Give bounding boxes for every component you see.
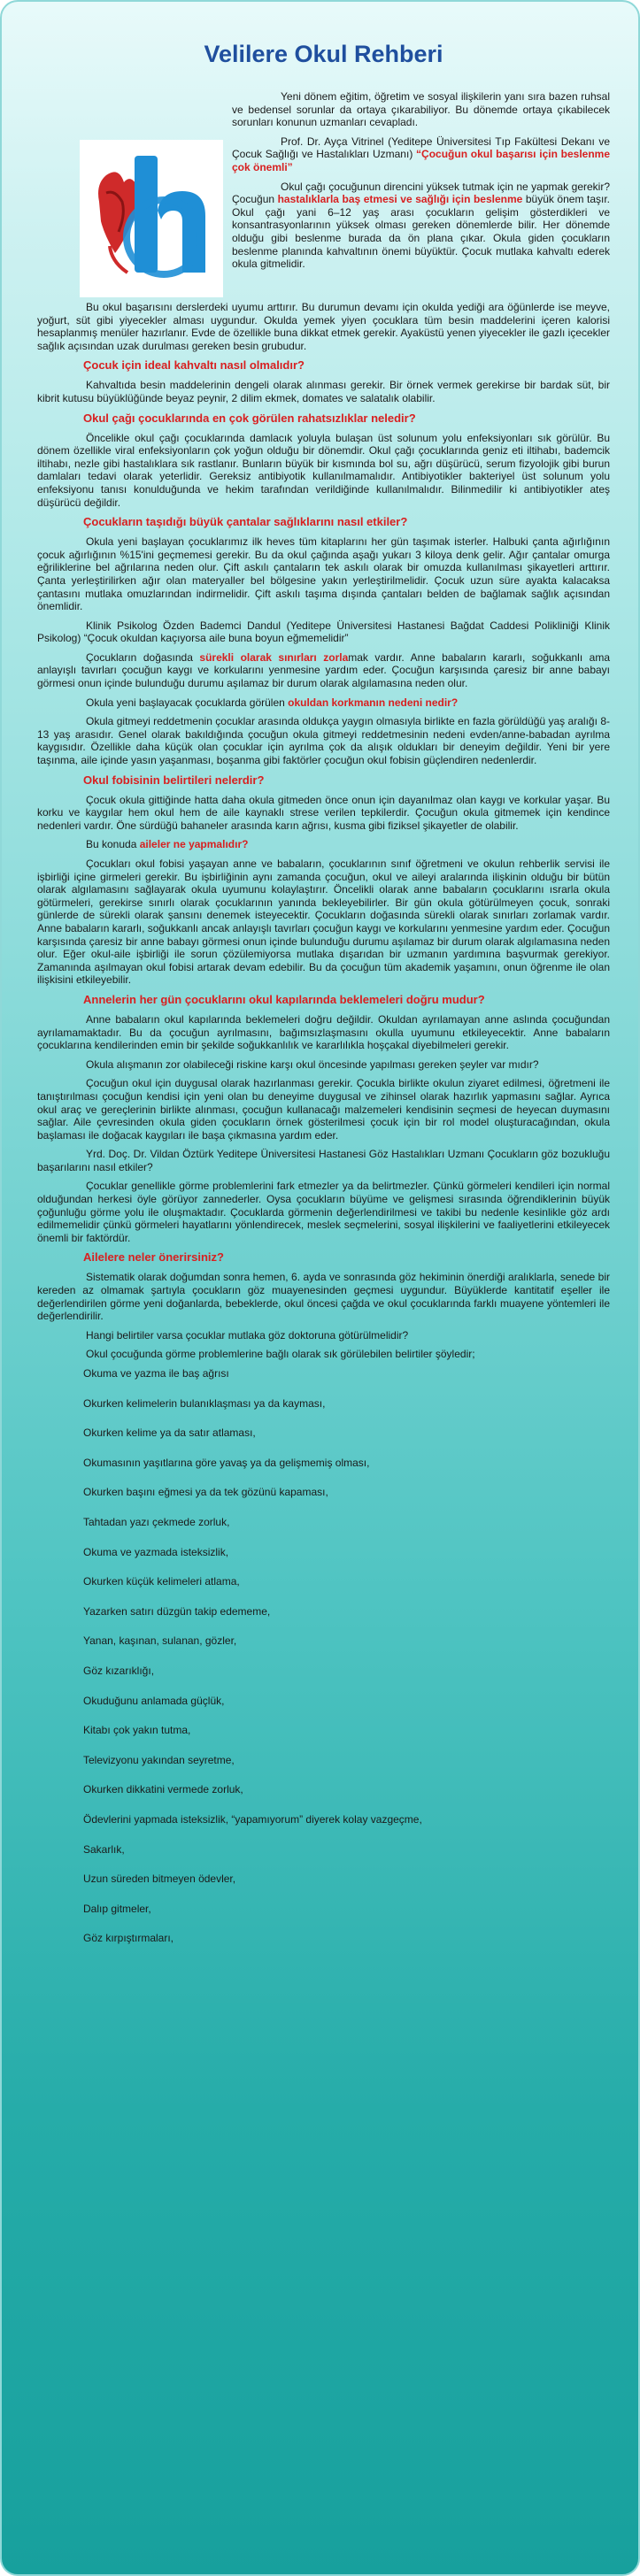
list-item: Dalıp gitmeler,: [83, 1902, 151, 1915]
heading-door: Annelerin her gün çocuklarını okul kapılarında beklemeleri doğru mudur?: [83, 992, 485, 1006]
text-span: büyük önem taşır. Okul çağı yani 6–12 yaş arası çocukların gelişim gösterdikleri ve konsantrasyonlarının yüksek olması gereken dönemlerde bilir. Her dönemde olduğu gibi beslenme burada da ön plana çıkar. Okula giden çocukların beslenme planında kahvaltının önemi büyüktür. Çocuk mutlaka kahvaltı ederek okula gitmelidir.: [232, 193, 611, 271]
paragraph-preschool-question: Okula alışmanın zor olabileceği riskine karşı okul öncesinde yapılması gereken şeyler var mıdır?: [86, 1057, 539, 1071]
paragraph-bags: Okula yeni başlayan çocuklarımız ilk heves tüm kitaplarını her gün taşımak isterler. Halbuki çanta ağırlığının çocuk ağırlığının %15'ini geçmemesi gerekir. Bu da okul çağında aşağı yukarı 3 kiloya denk gelir. Ağır çantalar omurga eğriliklerine bel ağrılarına neden olur. Çift askılı çantaların tek askılı olarak bir omuzda kullanılması şikayetleri arttırır. Çanta yerleştirilirken ağır olan materyaller bel bölgesine yakın yerleştirilmelidir. Çocuk uzun süre ayakta kalacaksa çantasını mutlaka omuzlarından indirmelidir. Çift askılı taşıma dışında çantaları belden de bağlamak sağlık açısından önemlidir.: [37, 535, 610, 613]
list-item: Ödevlerini yapmada isteksizlik, “yapamıyorum” diyerek kolay vazgeçme,: [83, 1812, 422, 1826]
paragraph-diseases: Öncelikle okul çağı çocuklarında damlacık yoluyla bulaşan üst solunum yolu enfeksiyonları sık görülür. Bu dönem özellikle viral enfeksiyonların çok yoğun olduğu bir dönemdir. Okul çağı çocuklarında geniz eti iltihabı, bademcik iltihabı, nezle gibi hastalıklara sık rastlanır. Bunların büyük bir kısmında bol su, ağrı düşürücü, serum fizyolojik gibi burun damlaları tedavi olarak yeterlidir. Gereksiz antibiyotik kullanılmamalıdır. Antibiyotikler bakteriyel üst solunum yolu enfeksiyonu tanısı konulduğunda ve hekim tarafından verildiğinde kullanılmalıdır. Bilinmedilir ki antibiyotikler ateş düşürücü değildir.: [37, 431, 610, 509]
paragraph-school-success: Bu okul başarısını derslerdeki uyumu arttırır. Bu durumun devamı için okulda yediği ara öğünlerde ise meyve, yoğurt, süt gibi yiyecekler alması uygundur. Okulda yemek yiyen çocuklara tüm besin maddelerini içeren kalorisi hesaplanmış menüler hazırlanır. Evde de özellikle buna dikkat etmek gerekir. Ayaküstü yenen yiyecekler ile gazlı içecekler sağlık açısından uzak durulması gereken besin grubudur.: [37, 301, 610, 352]
list-item: Okurken dikkatini vermede zorluk,: [83, 1783, 243, 1796]
list-item: Sakarlık,: [83, 1842, 125, 1856]
author-paragraph-3: Yrd. Doç. Dr. Vildan Öztürk Yeditepe Üniversitesi Hastanesi Göz Hastalıkları Uzmanı Çocukların göz bozukluğu başarılarını nasıl etkiler?: [37, 1148, 610, 1173]
list-item: Kitabı çok yakın tutma,: [83, 1724, 191, 1737]
heading-diseases: Okul çağı çocuklarında en çok görülen rahatsızlıklar neledir?: [83, 411, 416, 425]
page-title: Velilere Okul Rehberi: [204, 41, 443, 67]
heading-phobia: Okul fobisinin belirtileri nelerdir?: [83, 773, 265, 787]
intro-paragraph: Yeni dönem eğitim, öğretim ve sosyal ilişkilerin yanı sıra bazen ruhsal ve bedensel sorunlar da ortaya çıkarabiliyor. Bu dönemde ortaya çıkabilecek sorunları konunun uzmanları cevapladı.: [232, 90, 610, 129]
text-span: Çocukların doğasında: [86, 650, 200, 664]
list-item: Okurken kelime ya da satır atlaması,: [83, 1426, 256, 1440]
text-span: Bu konuda: [86, 838, 140, 851]
hospital-logo-icon: [80, 140, 223, 297]
list-item: Tahtadan yazı çekmede zorluk,: [83, 1515, 230, 1528]
paragraph-symptoms-intro: Okul çocuğunda görme problemlerine bağlı olarak sık görülebilen belirtiler şöyledir;: [86, 1348, 475, 1361]
list-item: Okurken başını eğmesi ya da tek gözünü kapaması,: [83, 1486, 328, 1499]
symptom-list: [37, 1367, 610, 1945]
article: [37, 2, 610, 1962]
author-name-1: Prof. Dr. Ayça Vitrinel (Yeditepe Üniversitesi Tıp Fakültesi Dekanı ve Çocuk Sağlığı ve Hastalıkları Uzmanı): [232, 135, 610, 161]
list-item: Okurken küçük kelimeleri atlama,: [83, 1575, 240, 1588]
quote-1: “Çocuğun okul başarısı için beslenme çok önemli”: [232, 148, 611, 173]
paragraph-families-question: [37, 838, 610, 851]
list-item: Televizyonu yakından seyretme,: [83, 1753, 235, 1766]
list-item: Okumasının yaşıtlarına göre yavaş ya da gelişmemiş olması,: [83, 1456, 370, 1469]
list-item: Okuma ve yazmada isteksizlik,: [83, 1545, 229, 1558]
paragraph-phobia: Çocuk okula gittiğinde hatta daha okula gitmeden önce onun için dayanılmaz olan kaygı ve korkular yaşar. Bu korku ve kaygılar hem okul hem de aile kaynaklı strese verilen tepkilerdir. Çocuğun okula gitmemek için kendince nedenleri vardır. Öne sürdüğü bahaneler arasında karın ağrısı, kusma gibi fiziksel şikayetler de olabilir.: [37, 793, 610, 832]
highlight-span: okuldan korkmanın nedeni nedir?: [288, 696, 459, 709]
highlight-span: hastalıklarla baş etmesi ve sağlığı için beslenme: [277, 193, 523, 206]
paragraph-door: Anne babaların okul kapılarında beklemeleri doğru değildir. Okuldan ayrılamayan anne aslında çocuğundan ayrılamamaktadır. Bu da çocuğun ayrılmasını, bağımsızlaşmasını okulla uyumunu etkileyecektir. Anne babaların çocuklarına kendilerinden emin bir şekilde soğukkanlılık ve kararlılıkla hoşçakal diyebilmeleri gerekir.: [37, 1012, 610, 1052]
list-item: Okuma ve yazma ile baş ağrısı: [83, 1367, 229, 1380]
list-item: Okurken kelimelerin bulanıklaşması ya da kayması,: [83, 1396, 326, 1410]
list-item: Yazarken satırı düzgün takip edememe,: [83, 1604, 271, 1618]
heading-breakfast: Çocuk için ideal kahvaltı nasıl olmalıdır?: [83, 358, 305, 373]
highlight-span: aileler ne yapmalıdır?: [139, 838, 249, 851]
text-span: mak vardır. Anne babaların kararlı, soğukkanlı ama anlayışlı tavırları çocuğun kaygı ve korkularını yenmesine yardım eder. Çocuğun karşısında çaresiz bir anne babayı görmesi onun içinde bulunduğu durumu aşılamaz bir durum olarak algılamasına neden olur.: [37, 650, 610, 690]
highlight-span: sürekli olarak sınırları zorla: [199, 650, 349, 664]
list-item: Uzun süreden bitmeyen ödevler,: [83, 1872, 236, 1886]
paragraph-limits: [37, 651, 610, 690]
logo-graphic: [80, 140, 223, 297]
paragraph-symptoms-question: Hangi belirtiler varsa çocuklar mutlaka göz doktoruna götürülmelidir?: [86, 1328, 409, 1342]
paragraph-breakfast: Kahvaltıda besin maddelerinin dengeli olarak alınması gerekir. Bir örnek vermek gerekirse bir bardak süt, bir kibrit kutusu büyüklüğünde beyaz peynir, 2 dilim ekmek, domates ve salatalık olabilir.: [37, 379, 610, 404]
list-item: Göz kırpıştırmaları,: [83, 1932, 174, 1945]
paragraph-cooperation: Çocukları okul fobisi yaşayan anne ve babaların, çocuklarının sınıf öğretmeni ve okulun rehberlik servisi ile işbirliği içine girmeleri gerekir. Bu işbirliğinin aynı zamanda çocuğun, okul ve aileyi aralarında ilişkinin olduğu bir bütün olarak algılamasını sağlayarak okula uyumunu kolaylaştırır. Öncelikli olarak anne babaların çocuklarını ısrarla okula götürmeleri, gerekirse sınırlı olarak çocuklarının yanında bekleyebilirler. Bir gün okula götürülmeyen çocuk, sonraki günlerde de sürekli olarak şansını denemek isteyecektir. Çocukların doğasında sürekli olarak sınırları zorlamak vardır. Anne babaların kararlı, soğukkanlı ancak anlayışlı tavırları çocuğun kaygı ve korkularını yenmesine yardım eder. Çocuğun karşısında çaresiz bir anne babayı görmesi onun içinde bulunduğu durumu aşılamaz bir durum olarak algılamasına neden olur. Eğer okul-aile işbirliği ile sorun çözülemiyorsa mutlaka dışarıdan bir uzmanın yardımına başvurmak gerekiyor. Zamanında aşılmayan okul fobisi artarak devam edebilir. Bu da çocuğun tüm akademik yaşamını, onun öğrenme ile olan ilişkisini etkileyebilir.: [37, 857, 611, 987]
list-item: Göz kızarıklığı,: [83, 1664, 155, 1677]
author-paragraph-2: Klinik Psikolog Özden Bademci Dandul (Yeditepe Üniversitesi Hastanesi Bağdat Caddesi Polikliniği Klinik Psikolog) “Çocuk okuldan kaçıyorsa aile buna boyun eğmemelidir”: [37, 619, 610, 645]
heading-bags: Çocukların taşıdığı büyük çantalar sağlıklarını nasıl etkiler?: [83, 515, 408, 529]
paragraph-vision: Çocuklar genellikle görme problemlerini fark etmezler ya da belirtmezler. Çünkü görmeleri kendileri için normal olduğundan herkesi öyle görüyor zannederler. Oysa çocukların büyüme ve gelişmesi sırasında öğrendiklerinin büyük çoğunluğu görme yolu ile oluşmaktadır. Çocuklarda görmenin değerlendirilmesi ve takibi bu nedenle kesinlikle göz ardı edilmemelidir çünkü görmeleri hayatlarını yönlendirecek, meslek seçmelerini, sosyal ilişkilerini ve faaliyetlerini etkileyecek önemli bir faktördür.: [37, 1180, 610, 1244]
text-span: Okul çağı çocuğunun direncini yüksek tutmak için ne yapmak gerekir? Çocuğun: [232, 180, 610, 206]
paragraph-refusal: Okula gitmeyi reddetmenin çocuklar arasında oldukça yaygın olmasıyla birlikte en fazla görüldüğü yaş aralığı 8-13 yaş arasıdır. Genel olarak bakıldığında çocuğun okula gitmeyi reddetmesinin nedeni evden/anne-babadan ayrılma kaygısıdır. Özellikle daha küçük olan çocuklar için ayrılma çok da alışık oldukları bir deneyim değildir. Yeni bir yere taşınma, aile içinde yasın yaşanması, boşanma gibi faktörler çocuğun okul fobisin güçlendiren nedenlerdir.: [37, 715, 610, 767]
paragraph-exam: Sistematik olarak doğumdan sonra hemen, 6. ayda ve sonrasında göz hekiminin önerdiği aralıklarla, senede bir kereden az olmamak şartıyla çocukların göz muayenesinden geçmesi uygundur. Büyüklerde kantitatif eşeller ile değerlendirilen görme yeni doğanlarda, bebeklerde, okul öncesi çağda ve okul çocuklarında farklı muayene yöntemleri ile değerlendirilir.: [37, 1271, 610, 1323]
list-item: Okuduğunu anlamada güçlük,: [83, 1694, 225, 1707]
text-span: Okula yeni başlayacak çocuklarda görülen: [86, 696, 289, 709]
list-item: Yanan, kaşınan, sulanan, gözler,: [83, 1634, 237, 1648]
paragraph-preparation: Çocuğun okul için duygusal olarak hazırlanması gerekir. Çocukla birlikte okulun ziyaret edilmesi, öğretmeni ile tanıştırılması çocuğun kendisi için yeni olan bu deneyime duygusal ve zihinsel olarak hazırlık yapmasını sağlar. Ayrıca okul araç ve gereçlerinin birlikte alınması, çocuğun kullanacağı malzemeleri kendisinin seçmesi de heyecan duymasını sağlar. Aile çevresinden okula giden çocukların örnek gösterilmesi çocuk için bir rol model oluşturacağından, okula başlaması ile doğacak kaygıları ile başa çıkmasına yardım eder.: [37, 1077, 610, 1142]
paragraph-fear: [37, 696, 610, 710]
heading-recommendations: Ailelere neler önerirsiniz?: [83, 1250, 224, 1265]
